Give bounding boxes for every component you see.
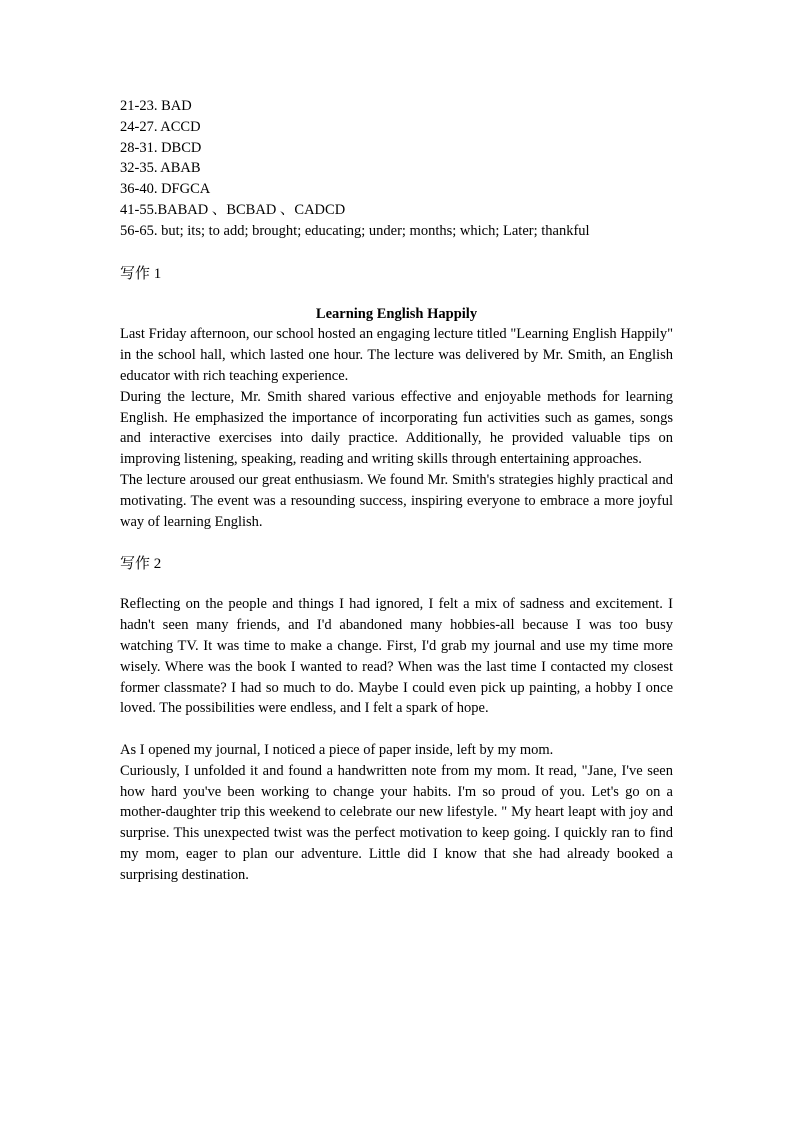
writing2-paragraph: Reflecting on the people and things I had ignored, I felt a mix of sadness and excitement. I hadn't seen many friends, and I'd abandoned many hobbies-all because I was too busy watching TV. It was time to make a change. First, I'd grab my journal and use my time more wisely. Where was the book I wanted to read? When was the last time I contacted my closest former classmate? I had so much to do. Maybe I could even pick up painting, a hobby I once loved. The possibilities were endless, and I felt a spark of hope. <box>120 596 673 717</box>
answer-line: 56-65. but; its; to add; brought; educating; under; months; which; Later; thankful <box>120 222 590 239</box>
writing1-paragraph: Last Friday afternoon, our school hosted an engaging lecture titled "Learning English Happily" in the school hall, which lasted one hour. The lecture was delivered by Mr. Smith, an English educator with rich teaching experience. <box>120 326 673 384</box>
writing2-paragraph-lead: As I opened my journal, I noticed a piece of paper inside, left by my mom. <box>120 741 554 758</box>
writing1-paragraph: During the lecture, Mr. Smith shared various effective and enjoyable methods for learning English. He emphasized the importance of incorporating fun activities such as games, songs and interactive exercises into daily practice. Additionally, he provided valuable tips on improving listening, speaking, reading and writing skills through entertaining approaches. <box>120 388 673 468</box>
answer-line: 28-31. DBCD <box>120 139 202 156</box>
answer-line: 21-23. BAD <box>120 98 192 114</box>
answer-line: 24-27. ACCD <box>120 118 201 135</box>
answer-line: 32-35. ABAB <box>120 160 201 177</box>
answer-key <box>120 96 673 242</box>
answer-line: 36-40. DFGCA <box>120 181 211 198</box>
writing2-heading: 写作 2 <box>120 556 162 573</box>
writing1-title: Learning English Happily <box>315 305 478 322</box>
writing2-paragraph: Curiously, I unfolded it and found a handwritten note from my mom. It read, "Jane, I've seen how hard you've been working to change your habits. I'm so proud of you. Let's go on a mother-daughter trip this weekend to celebrate our new lifestyle. " My heart leapt with joy and surprise. This unexpected twist was the perfect motivation to keep going. I quickly ran to find my mom, eager to plan our adventure. Little did I know that she had already booked a surprising destination. <box>120 762 673 883</box>
answer-line: 41-55.BABAD 、BCBAD 、CADCD <box>120 201 346 218</box>
writing1-heading: 写作 1 <box>120 265 162 282</box>
document-page <box>120 96 673 886</box>
paragraph-gap <box>120 719 673 740</box>
writing1-paragraph: The lecture aroused our great enthusiasm. We found Mr. Smith's strategies highly practical and motivating. The event was a resounding success, inspiring everyone to embrace a more joyful way of learning English. <box>120 471 673 530</box>
